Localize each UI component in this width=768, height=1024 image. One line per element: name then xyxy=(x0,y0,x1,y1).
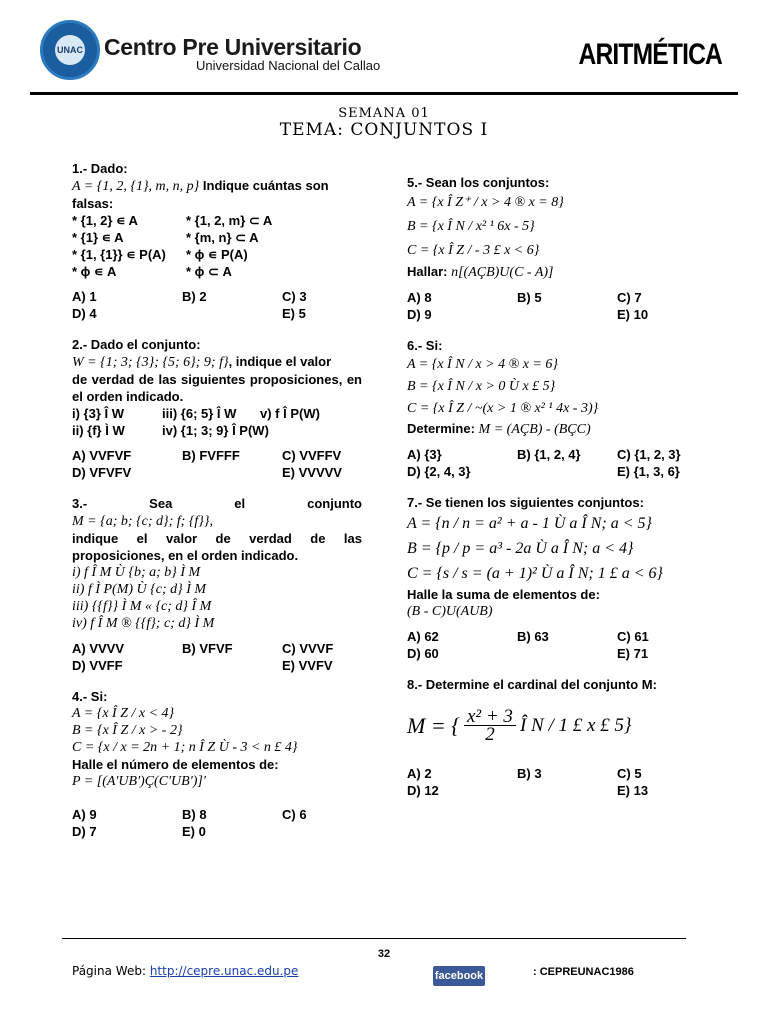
question-1 xyxy=(72,160,362,322)
question-4 xyxy=(72,688,362,840)
q2-option-e: E) VVVVV xyxy=(282,465,342,480)
q4-text: Halle el número de elementos de: xyxy=(72,757,279,772)
q8-expr-left: M = { xyxy=(407,712,460,738)
q8-option-c: C) 5 xyxy=(617,766,642,781)
q5-title: 5.- Sean los conjuntos: xyxy=(407,175,550,190)
q5-expr: n[(AÇB)U(C - A)] xyxy=(451,265,554,280)
q6-determine: Determine: xyxy=(407,421,475,436)
q6-set-a: A = {x Î N / x > 4 ® x = 6} xyxy=(407,357,559,372)
q8-options-row1 xyxy=(407,765,697,782)
unac-logo xyxy=(40,20,100,80)
q2-options-row1 xyxy=(72,447,362,464)
q2-text1: , indique el valor xyxy=(228,354,332,369)
q8-options-row2 xyxy=(407,782,697,799)
q3-options-row2 xyxy=(72,657,362,674)
q3-prop-iv: iv) f Î M ® {{f}; c; d} Ì M xyxy=(72,616,215,631)
facebook-icon[interactable]: facebook xyxy=(433,966,485,986)
q5-set-a: A = {x Î Z⁺ / x > 4 ® x = 8} xyxy=(407,195,564,210)
q8-option-b: B) 3 xyxy=(517,766,542,781)
q7-text: Halle la suma de elementos de: xyxy=(407,587,600,602)
q8-option-e: E) 13 xyxy=(617,783,649,798)
q1-item-b4: * ϕ ⊂ A xyxy=(186,264,232,279)
question-6 xyxy=(407,337,697,480)
q1-item-a3: * {1, {1}} ∊ P(A) xyxy=(72,247,166,262)
q3-option-d: D) VVFF xyxy=(72,658,123,673)
q8-title: 8.- Determine el cardinal del conjunto M: xyxy=(407,677,657,692)
q6-option-a: A) {3} xyxy=(407,447,442,462)
q7-options-row1 xyxy=(407,628,697,645)
q5-options-row2 xyxy=(407,306,697,323)
q8-option-d: D) 12 xyxy=(407,783,439,798)
q2-option-b: B) FVFFF xyxy=(182,448,240,463)
question-8 xyxy=(407,676,697,799)
q6-set-c: C = {x Î Z / ~(x > 1 ® x² ¹ 4x - 3)} xyxy=(407,401,599,416)
q6-option-b: B) {1, 2, 4} xyxy=(517,447,581,462)
logo-text: UNAC xyxy=(57,45,83,55)
q7-set-b: B = {p / p = a³ - 2a Ù a Î N; a < 4} xyxy=(407,540,634,557)
q1-item-a4: * ϕ ∊ A xyxy=(72,264,117,279)
q2-option-d: D) VFVFV xyxy=(72,465,132,480)
right-column xyxy=(407,174,697,813)
q7-option-b: B) 63 xyxy=(517,629,549,644)
question-5 xyxy=(407,174,697,323)
q4-set-b: B = {x Î Z / x > - 2} xyxy=(72,723,183,738)
q1-option-a: A) 1 xyxy=(72,289,97,304)
q2-prop-v: v) f Î P(W) xyxy=(260,406,320,421)
q7-title: 7.- Se tienen los siguientes conjuntos: xyxy=(407,495,644,510)
q4-option-d: D) 7 xyxy=(72,824,97,839)
q8-formula xyxy=(407,693,697,757)
q1-option-d: D) 4 xyxy=(72,306,97,321)
facebook-handle: : CEPREUNAC1986 xyxy=(533,966,634,978)
q1-item-b1: * {1, 2, m} ⊂ A xyxy=(186,213,273,228)
q3-option-e: E) VVFV xyxy=(282,658,333,673)
q1-item-b2: * {m, n} ⊂ A xyxy=(186,230,259,245)
page-number: 32 xyxy=(377,948,391,960)
q2-prop-i: i) {3} Î W xyxy=(72,406,125,421)
q5-option-c: C) 7 xyxy=(617,290,642,305)
q4-set-a: A = {x Î Z / x < 4} xyxy=(72,706,175,721)
q3-prop-ii: ii) f Ì P(M) Ù {c; d} Ì M xyxy=(72,582,207,597)
topic-title: TEMA: CONJUNTOS I xyxy=(279,120,489,140)
q3-set: M = {a; b; {c; d}; f; {f}}, xyxy=(72,514,214,529)
q1-option-e: E) 5 xyxy=(282,306,306,321)
q2-props-row1 xyxy=(72,405,362,422)
q3-options-row1 xyxy=(72,640,362,657)
q1-options-row1 xyxy=(72,288,362,305)
q3-option-b: B) VFVF xyxy=(182,641,233,656)
q5-option-a: A) 8 xyxy=(407,290,432,305)
q5-set-c: C = {x Î Z / - 3 £ x < 6} xyxy=(407,243,540,258)
q2-title: 2.- Dado el conjunto: xyxy=(72,337,201,352)
q8-fraction xyxy=(464,705,516,745)
q4-options-row2 xyxy=(72,823,362,840)
q8-numerator: x² + 3 xyxy=(464,708,516,726)
q7-option-e: E) 71 xyxy=(617,646,649,661)
q4-options-row1 xyxy=(72,806,362,823)
q5-option-d: D) 9 xyxy=(407,307,432,322)
q4-set-c: C = {x / x = 2n + 1; n Î Z Ù - 3 < n £ 4} xyxy=(72,740,298,755)
left-column xyxy=(72,160,362,854)
q7-option-a: A) 62 xyxy=(407,629,439,644)
q1-options-row2 xyxy=(72,305,362,322)
web-link[interactable]: http://cepre.unac.edu.pe xyxy=(149,964,299,978)
q1-item-b3: * ϕ ∊ P(A) xyxy=(186,247,248,262)
q1-option-b: B) 2 xyxy=(182,289,207,304)
q4-option-c: C) 6 xyxy=(282,807,307,822)
q5-option-e: E) 10 xyxy=(617,307,649,322)
web-line xyxy=(72,964,298,978)
q3-prop-iii: iii) {{f}} Ì M « {c; d} Î M xyxy=(72,599,212,614)
q1-option-c: C) 3 xyxy=(282,289,307,304)
q6-option-d: D) {2, 4, 3} xyxy=(407,464,471,479)
q7-options-row2 xyxy=(407,645,697,662)
q2-options-row2 xyxy=(72,464,362,481)
q7-option-d: D) 60 xyxy=(407,646,439,661)
footer-divider xyxy=(62,938,686,939)
q2-text2: de verdad de las siguientes proposiciones, en el orden indicado. xyxy=(72,372,362,404)
week-label: SEMANA 01 xyxy=(338,106,430,121)
q7-set-c: C = {s / s = (a + 1)² Ù a Î N; 1 £ a < 6} xyxy=(407,565,663,582)
brand-title: Centro Pre Universitario xyxy=(104,34,362,60)
q4-title: 4.- Si: xyxy=(72,689,108,704)
q1-set: A = {1, 2, {1}, m, n, p} xyxy=(72,179,200,194)
q6-options-row1 xyxy=(407,446,697,463)
q3-text1: indique el valor de verdad de las proposiciones, en el orden indicado. xyxy=(72,531,362,563)
q7-set-a: A = {n / n = a² + a - 1 Ù a Î N; a < 5} xyxy=(407,515,652,532)
q6-title: 6.- Si: xyxy=(407,338,443,353)
q2-option-a: A) VVFVF xyxy=(72,448,132,463)
q4-option-b: B) 8 xyxy=(182,807,207,822)
q6-expr: M = (AÇB) - (BÇC) xyxy=(478,422,591,437)
q2-option-c: C) VVFFV xyxy=(282,448,342,463)
subject-title: ARITMÉTICA xyxy=(578,38,722,71)
header-divider xyxy=(30,92,738,95)
question-7 xyxy=(407,494,697,662)
q8-denominator: 2 xyxy=(485,723,495,745)
q5-options-row1 xyxy=(407,289,697,306)
q7-option-c: C) 61 xyxy=(617,629,649,644)
q2-props-row2 xyxy=(72,422,362,439)
q1-items xyxy=(72,212,362,280)
q2-prop-iv: iv) {1; 3; 9} Î P(W) xyxy=(162,423,269,438)
brand-subtitle: Universidad Nacional del Callao xyxy=(196,58,381,73)
q2-set: W = {1; 3; {3}; {5; 6}; 9; f} xyxy=(72,355,229,370)
q1-item-a1: * {1, 2} ∊ A xyxy=(72,213,138,228)
q2-prop-iii: iii) {6; 5} Î W xyxy=(162,406,237,421)
q3-prop-i: i) f Î M Ù {b; a; b} Ì M xyxy=(72,565,201,580)
q8-expr-right: Î N / 1 £ x £ 5} xyxy=(519,714,632,736)
q1-item-a2: * {1} ∊ A xyxy=(72,230,124,245)
q7-expr: (B - C)U(AUB) xyxy=(407,604,493,619)
q1-title: 1.- Dado: xyxy=(72,161,128,176)
q2-prop-ii: ii) {f} Ì W xyxy=(72,423,125,438)
q6-options-row2 xyxy=(407,463,697,480)
q3-title: 3.- Sea el conjunto xyxy=(72,496,362,511)
q5-set-b: B = {x Î N / x² ¹ 6x - 5} xyxy=(407,219,535,234)
q5-option-b: B) 5 xyxy=(517,290,542,305)
q5-hallar: Hallar: xyxy=(407,264,448,279)
question-2 xyxy=(72,336,362,481)
q4-option-a: A) 9 xyxy=(72,807,97,822)
question-3 xyxy=(72,495,362,674)
q6-option-e: E) {1, 3, 6} xyxy=(617,464,680,479)
q6-option-c: C) {1, 2, 3} xyxy=(617,447,681,462)
q8-option-a: A) 2 xyxy=(407,766,432,781)
q4-expr: P = [(A'UB')Ç(C'UB')]' xyxy=(72,774,206,789)
q1-text: Indique cuántas son falsas: xyxy=(72,178,329,211)
q3-option-a: A) VVVV xyxy=(72,641,125,656)
q4-option-e: E) 0 xyxy=(182,824,206,839)
web-label: Página Web: xyxy=(72,964,146,978)
q6-set-b: B = {x Î N / x > 0 Ù x £ 5} xyxy=(407,379,556,394)
q3-option-c: C) VVVF xyxy=(282,641,334,656)
